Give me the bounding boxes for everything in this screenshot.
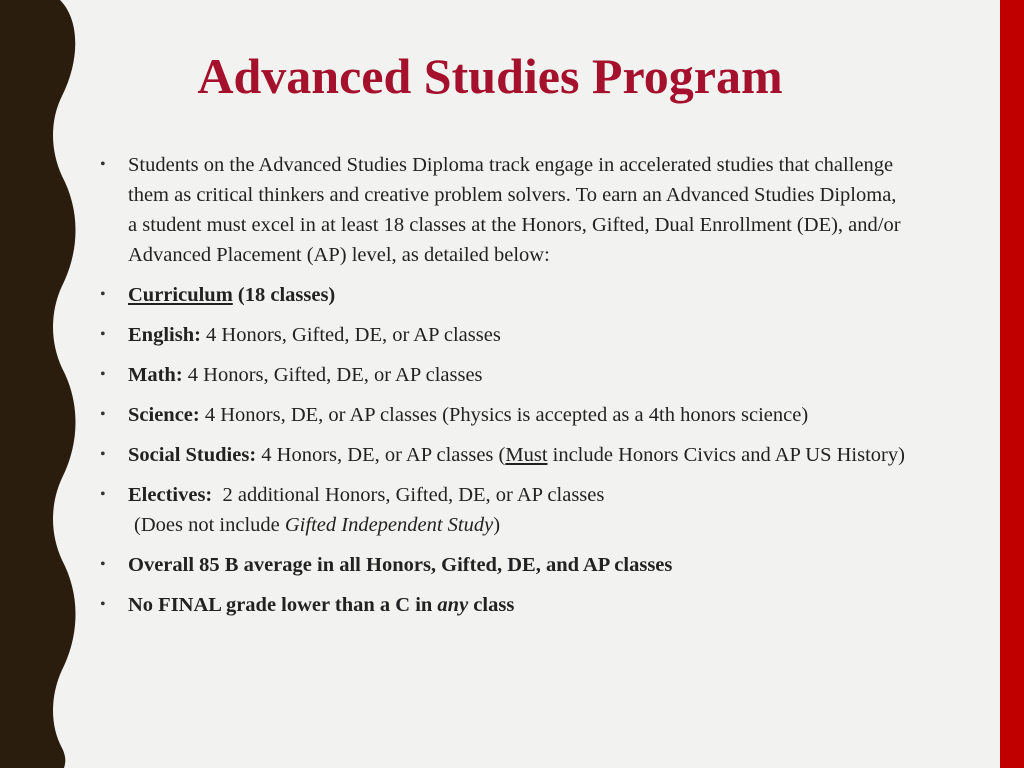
electives-note	[128, 510, 500, 540]
social-studies-text-before: 4 Honors, DE, or AP classes (	[256, 444, 506, 466]
bullet-glyph: •	[100, 556, 106, 573]
final-grade-any: any	[437, 594, 469, 616]
wavy-border-shape	[0, 0, 76, 768]
bullet-overall-average	[100, 550, 910, 580]
bullet-math	[100, 360, 910, 390]
bullet-glyph: •	[100, 596, 106, 613]
bullet-final-grade	[100, 590, 910, 620]
social-studies-label: Social Studies:	[128, 444, 257, 466]
final-grade-after: class	[468, 594, 515, 616]
final-grade-before: No FINAL grade lower than a C in	[128, 594, 438, 616]
electives-label: Electives:	[128, 484, 213, 506]
electives-note-after: )	[493, 514, 501, 536]
math-text: 4 Honors, Gifted, DE, or AP classes	[182, 364, 483, 386]
curriculum-detail: (18 classes)	[232, 284, 336, 306]
bullet-glyph: •	[100, 326, 106, 343]
slide-title: Advanced Studies Program	[197, 48, 783, 104]
electives-text: 2 additional Honors, Gifted, DE, or AP classes	[212, 484, 605, 506]
bullet-list	[100, 150, 910, 630]
math-label: Math:	[128, 364, 183, 386]
wavy-border-decoration	[0, 0, 90, 768]
bullet-electives	[100, 480, 910, 540]
electives-note-italic: Gifted Independent Study	[284, 514, 494, 536]
bullet-glyph: •	[100, 366, 106, 383]
bullet-intro	[100, 150, 910, 270]
bullet-glyph: •	[100, 486, 106, 503]
bullet-curriculum	[100, 280, 910, 310]
bullet-english	[100, 320, 910, 350]
english-text: 4 Honors, Gifted, DE, or AP classes	[200, 324, 501, 346]
bullet-glyph: •	[100, 406, 106, 423]
english-label: English:	[128, 324, 201, 346]
bullet-science	[100, 400, 910, 430]
intro-text: Students on the Advanced Studies Diploma track engage in accelerated studies that challenge them as critical thinkers and creative problem solvers. To earn an Advanced Studies Diploma, a student must excel in at least 18 classes at the Honors, Gifted, Dual Enrollment (DE), and/or Advanced Placement (AP) level, as detailed below:	[128, 154, 901, 266]
science-text: 4 Honors, DE, or AP classes (Physics is accepted as a 4th honors science)	[199, 404, 809, 426]
bullet-glyph: •	[100, 446, 106, 463]
social-studies-text-after: include Honors Civics and AP US History)	[547, 444, 905, 466]
accent-bar	[1000, 0, 1024, 768]
overall-average-text: Overall 85 B average in all Honors, Gifted, DE, and AP classes	[128, 554, 673, 576]
science-label: Science:	[128, 404, 200, 426]
curriculum-label: Curriculum	[128, 284, 233, 306]
bullet-glyph: •	[100, 286, 106, 303]
bullet-social-studies	[100, 440, 910, 470]
electives-note-before: (Does not include	[134, 514, 285, 536]
bullet-glyph: •	[100, 156, 106, 173]
social-studies-must: Must	[505, 444, 548, 466]
